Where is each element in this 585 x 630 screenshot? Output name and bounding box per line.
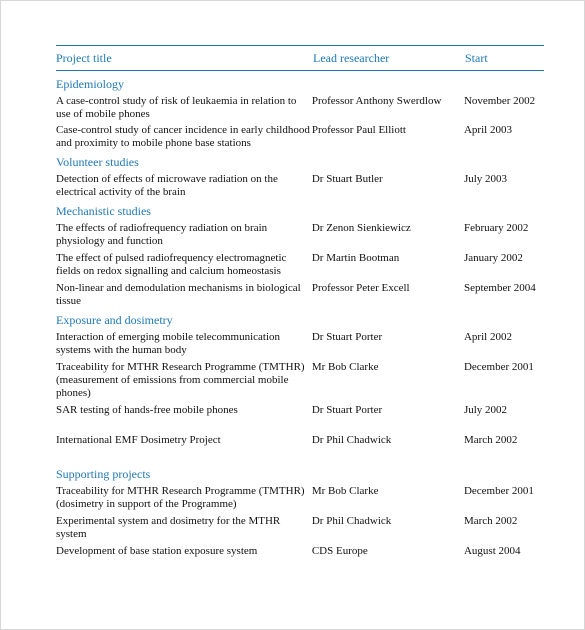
header-project-title: Project title bbox=[56, 50, 112, 65]
project-title-cell: A case-control study of risk of leukaemia in relation to use of mobile phones bbox=[56, 95, 297, 120]
project-title-cell: Traceability for MTHR Research Programme (TMTHR) (dosimetry in support of the Programme) bbox=[56, 485, 305, 510]
table-row bbox=[56, 485, 544, 511]
start-date-cell: April 2002 bbox=[463, 331, 512, 343]
start-date-cell: September 2004 bbox=[463, 282, 536, 294]
section-heading: Volunteer studies bbox=[56, 155, 139, 169]
project-title-cell: Interaction of emerging mobile telecommunication systems with the human body bbox=[56, 331, 281, 356]
header-start: Start bbox=[465, 50, 488, 65]
project-title-cell: International EMF Dosimetry Project bbox=[56, 434, 221, 446]
project-title-cell: Detection of effects of microwave radiation on the electrical activity of the brain bbox=[56, 173, 278, 198]
lead-researcher-cell: Mr Bob Clarke bbox=[311, 361, 379, 373]
start-date-cell: August 2004 bbox=[463, 545, 521, 557]
start-date-cell: March 2002 bbox=[463, 515, 518, 527]
table-row bbox=[56, 515, 544, 541]
header-lead-researcher: Lead researcher bbox=[313, 50, 390, 65]
project-title-cell: Experimental system and dosimetry for the MTHR system bbox=[56, 515, 281, 540]
lead-researcher-cell: Dr Zenon Sienkiewicz bbox=[311, 222, 411, 234]
table-row bbox=[56, 124, 544, 150]
start-date-cell: February 2002 bbox=[463, 222, 529, 234]
start-date-cell: November 2002 bbox=[463, 95, 536, 107]
lead-researcher-cell: Professor Peter Excell bbox=[311, 282, 410, 294]
section-heading: Exposure and dosimetry bbox=[56, 313, 173, 327]
table-row bbox=[56, 95, 544, 121]
section-heading: Supporting projects bbox=[56, 467, 151, 481]
start-date-cell: January 2002 bbox=[463, 252, 523, 264]
lead-researcher-cell: Dr Phil Chadwick bbox=[311, 434, 392, 446]
lead-researcher-cell: Professor Anthony Swerdlow bbox=[311, 95, 442, 107]
lead-researcher-cell: Dr Stuart Butler bbox=[311, 173, 383, 185]
table-row bbox=[56, 545, 544, 558]
table-row bbox=[56, 361, 544, 400]
lead-researcher-cell: Dr Phil Chadwick bbox=[311, 515, 392, 527]
start-date-cell: April 2003 bbox=[463, 124, 512, 136]
start-date-cell: July 2003 bbox=[463, 173, 508, 185]
lead-researcher-cell: Professor Paul Elliott bbox=[311, 124, 406, 136]
project-title-cell: Case-control study of cancer incidence in early childhood and proximity to mobile phone base stations bbox=[56, 124, 310, 149]
project-title-cell: SAR testing of hands-free mobile phones bbox=[56, 404, 238, 416]
project-title-cell: Traceability for MTHR Research Programme (TMTHR) (measurement of emissions from commercial mobile phones) bbox=[56, 361, 305, 399]
lead-researcher-cell: Mr Bob Clarke bbox=[311, 485, 379, 497]
project-title-cell: The effect of pulsed radiofrequency electromagnetic fields on redox signalling and calcium homeostasis bbox=[56, 252, 287, 277]
lead-researcher-cell: Dr Stuart Porter bbox=[311, 404, 383, 416]
lead-researcher-cell: Dr Stuart Porter bbox=[311, 331, 383, 343]
project-title-cell: The effects of radiofrequency radiation on brain physiology and function bbox=[56, 222, 268, 247]
table-row bbox=[56, 173, 544, 199]
table-row bbox=[56, 434, 544, 447]
projects-table bbox=[56, 45, 544, 558]
table-header bbox=[56, 46, 544, 71]
table-row bbox=[56, 222, 544, 248]
start-date-cell: July 2002 bbox=[463, 404, 508, 416]
table-row bbox=[56, 252, 544, 278]
table-row bbox=[56, 282, 544, 308]
section-heading: Mechanistic studies bbox=[56, 204, 151, 218]
start-date-cell: March 2002 bbox=[463, 434, 518, 446]
table-row bbox=[56, 404, 544, 417]
project-title-cell: Non-linear and demodulation mechanisms in biological tissue bbox=[56, 282, 301, 307]
start-date-cell: December 2001 bbox=[463, 485, 534, 497]
start-date-cell: December 2001 bbox=[463, 361, 534, 373]
project-title-cell: Development of base station exposure system bbox=[56, 545, 258, 557]
section-heading: Epidemiology bbox=[56, 77, 124, 91]
table-row bbox=[56, 331, 544, 357]
lead-researcher-cell: CDS Europe bbox=[311, 545, 368, 557]
lead-researcher-cell: Dr Martin Bootman bbox=[311, 252, 400, 264]
